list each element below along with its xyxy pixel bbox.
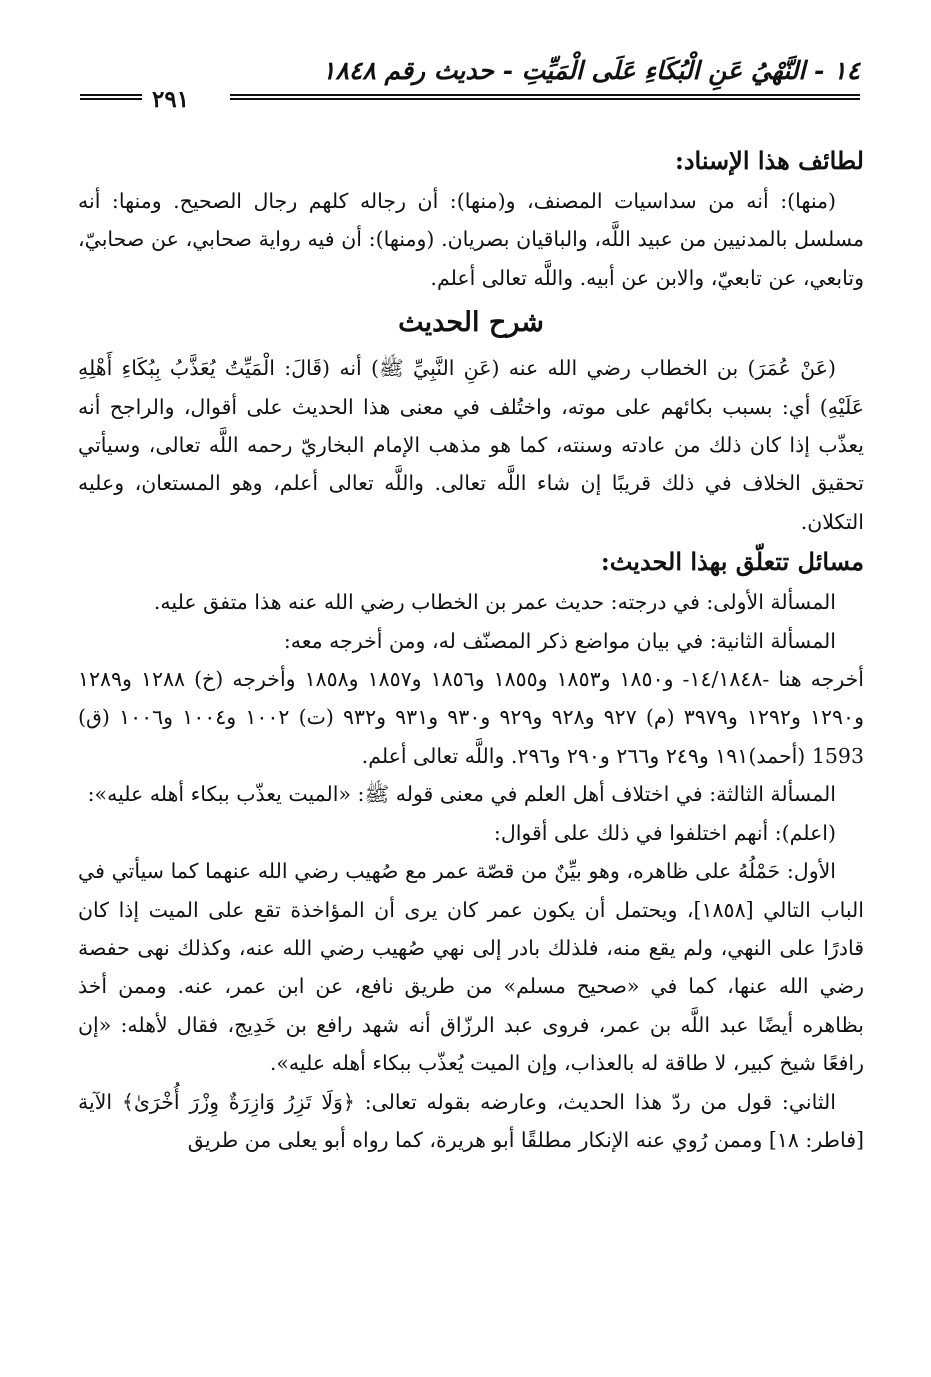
page-number: ٢٩١ [142, 86, 199, 113]
header-rule [80, 94, 142, 96]
paragraph: المسألة الأولى: في درجته: حديث عمر بن الخطاب رضي الله عنه هذا متفق عليه. [153, 590, 836, 615]
section-heading: لطائف هذا الإسناد: [674, 146, 864, 175]
paragraph: الأول: حَمْلُهُ على ظاهره، وهو بيِّنٌ من قصّة عمر مع صُهيب رضي الله عنهما كما سيأتي في الباب التالي [١٨٥٨]، ويحتمل أن يكون عمر كان يرى أن المؤاخذة تقع على الميت إذا كان قادرًا على النهي، ولم يقع منه، فلذلك بادر إلى نهي صُهيب رضي الله عنه، وكذلك نهى حفصة رضي الله عنها، كما في «صحيح مسلم» من طريق نافع، عن ابن عمر، عنه. وممن أخذ بظاهره أيضًا عبد اللَّه بن عمر، فروى عبد الرزّاق أنه شهد رافع بن خَدِيج، فقال لأهله: «إن رافعًا شيخ كبير، لا طاقة له بالعذاب، وإن الميت يُعذّب ببكاء أهله عليه». [78, 859, 864, 1076]
paragraph: (عَنْ عُمَرَ) بن الخطاب رضي الله عنه (عَنِ النَّبِيِّ ﷺ) أنه (قَالَ: الْمَيِّتُ يُعَذَّبُ بِبُكَاءِ أَهْلِهِ عَلَيْهِ) أي: بسبب بكائهم على موته، واختُلف في معنى هذا الحديث على أقوال، والراجح أنه يعذّب إذا كان ذلك من عادته وسنته، كما هو مذهب الإمام البخاريّ رحمه اللَّه تعالى، وسيأتي تحقيق الخلاف في ذلك قريبًا إن شاء اللَّه تعالى. واللَّه تعالى أعلم، وهو المستعان، وعليه التكلان. [78, 356, 864, 534]
paragraph: (منها): أنه من سداسيات المصنف، و(منها): أن رجاله كلهم رجال الصحيح. ومنها: أنه مسلسل بالمدنيين من عبيد اللَّه، والباقيان بصريان. (ومنها): أن فيه رواية صحابي، عن صحابيّ، وتابعي، عن تابعيّ، والابن عن أبيه. واللَّه تعالى أعلم. [78, 189, 864, 290]
paragraph: أخرجه هنا -١٤/١٨٤٨- و١٨٥٠ و١٨٥٣ و١٨٥٥ و١٨٥٦ و١٨٥٧ و١٨٥٨ وأخرجه (خ) ١٢٨٨ و١٢٨٩ و١٢٩٠ و١٢٩٢ و٣٩٧٩ (م) ٩٢٧ و٩٢٨ و٩٢٩ و٩٣٠ و٩٣١ و٩٣٢ (ت) ١٠٠٢ و١٠٠٤ و١٠٠٦ (ق) 1593 (أحمد)١٩١ و٢٤٩ و٢٦٦ و٢٩٠ و٢٩٦. واللَّه تعالى أعلم. [78, 667, 864, 768]
section-heading: مسائل تتعلّق بهذا الحديث: [600, 547, 864, 577]
paragraph: المسألة الثالثة: في اختلاف أهل العلم في معنى قوله ﷺ: «الميت يعذّب ببكاء أهله عليه»: [87, 782, 836, 807]
chapter-title: ١٤ - النَّهْيُ عَنِ الْبُكَاءِ عَلَى الْمَيِّتِ - حديث رقم ١٨٤٨ [322, 56, 860, 85]
section-title-centered: شرح الحديث [398, 307, 544, 339]
paragraph: (اعلم): أنهم اختلفوا في ذلك على أقوال: [493, 820, 836, 845]
header-rule [230, 94, 860, 96]
header-rule [230, 98, 860, 100]
paragraph: الثاني: قول من ردّ هذا الحديث، وعارضه بقوله تعالى: ﴿وَلَا تَزِرُ وَازِرَةٌ وِزْرَ أُخْرَىٰ﴾ الآية [فاطر: ١٨] وممن رُوي عنه الإنكار مطلقًا أبو هريرة، كما رواه أبو يعلى من طريق [78, 1089, 864, 1152]
running-header [80, 56, 860, 113]
page-body [78, 140, 864, 1159]
header-rule [80, 98, 142, 100]
paragraph: المسألة الثانية: في بيان مواضع ذكر المصنّف له، ومن أخرجه معه: [283, 628, 836, 653]
